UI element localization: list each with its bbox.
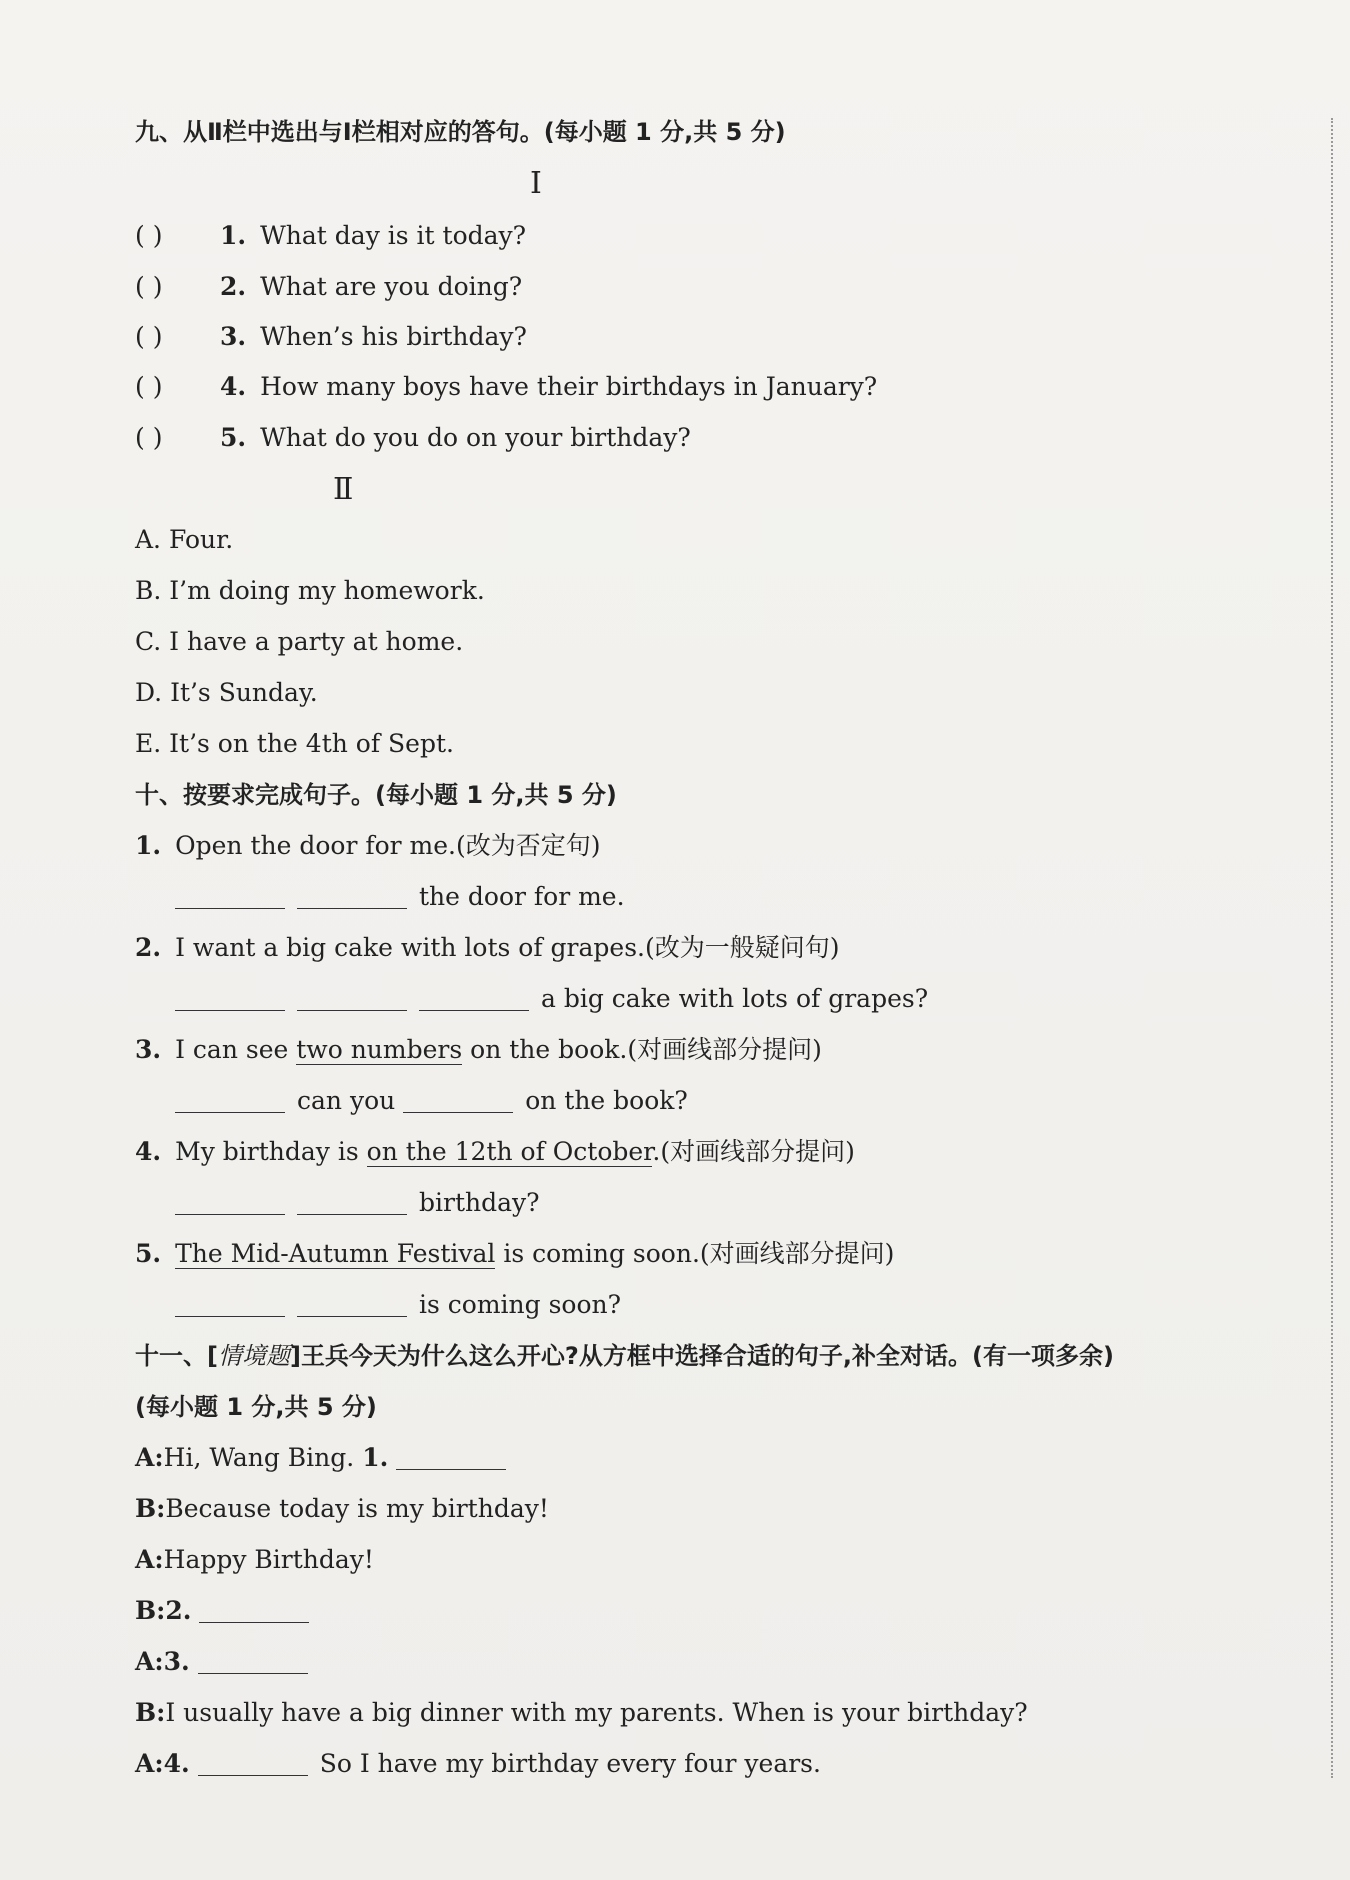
answer-paren[interactable]: ( ) <box>135 372 163 401</box>
answer-paren[interactable]: ( ) <box>135 423 163 452</box>
answer-option: A. Four. <box>135 525 234 554</box>
answer-option: E. It’s on the 4th of Sept. <box>135 729 454 758</box>
rewrite-answer: can you on the book? <box>175 1084 688 1118</box>
underlined-phrase: two numbers <box>296 1035 463 1064</box>
rewrite-prompt: 2. I want a big cake with lots of grapes.(改为一般疑问句) <box>135 933 840 962</box>
answer-option: C. I have a party at home. <box>135 627 464 656</box>
answer-blank[interactable] <box>297 1290 407 1317</box>
answer-blank[interactable] <box>175 882 285 909</box>
question-row: ( ) 3. When’s his birthday? <box>135 320 527 354</box>
rewrite-prompt: 4. My birthday is on the 12th of October.(对画线部分提问) <box>135 1137 855 1166</box>
scenario-tag: 情境题 <box>217 1342 290 1370</box>
rewrite-answer: birthday? <box>175 1186 540 1220</box>
cut-line <box>1331 118 1333 1778</box>
answer-paren[interactable]: ( ) <box>135 322 163 351</box>
section9-title: 九、从Ⅱ栏中选出与Ⅰ栏相对应的答句。(每小题 1 分,共 5 分) <box>135 118 786 146</box>
answer-paren[interactable]: ( ) <box>135 272 163 301</box>
answer-blank[interactable] <box>403 1086 513 1113</box>
answer-blank[interactable] <box>396 1443 506 1470</box>
answer-blank[interactable] <box>419 984 529 1011</box>
column-2-label: Ⅱ <box>333 472 354 507</box>
answer-blank[interactable] <box>175 1086 285 1113</box>
rewrite-answer: is coming soon? <box>175 1288 621 1322</box>
dialog-line: A:Happy Birthday! <box>135 1545 374 1574</box>
rewrite-prompt: 1. Open the door for me.(改为否定句) <box>135 831 601 860</box>
answer-option: D. It’s Sunday. <box>135 678 318 707</box>
dialog-line: B:I usually have a big dinner with my parents. When is your birthday? <box>135 1698 1028 1727</box>
section11-title-line2: (每小题 1 分,共 5 分) <box>135 1393 377 1421</box>
dialog-line: B:2. <box>135 1594 321 1628</box>
dialog-line: A:Hi, Wang Bing. 1. <box>135 1441 518 1475</box>
dialog-line: B:Because today is my birthday! <box>135 1494 549 1523</box>
answer-blank[interactable] <box>297 882 407 909</box>
rewrite-answer: the door for me. <box>175 880 625 914</box>
section10-title: 十、按要求完成句子。(每小题 1 分,共 5 分) <box>135 781 617 809</box>
answer-option: B. I’m doing my homework. <box>135 576 485 605</box>
question-row: ( ) 1. What day is it today? <box>135 219 526 253</box>
question-row: ( ) 5. What do you do on your birthday? <box>135 421 691 455</box>
answer-blank[interactable] <box>198 1749 308 1776</box>
answer-blank[interactable] <box>297 1188 407 1215</box>
underlined-phrase: on the 12th of October <box>366 1137 653 1166</box>
section11-title: 十一、[情境题]王兵今天为什么这么开心?从方框中选择合适的句子,补全对话。(有一项多余) <box>135 1342 1114 1370</box>
answer-blank[interactable] <box>297 984 407 1011</box>
question-row: ( ) 4. How many boys have their birthdays in January? <box>135 370 877 404</box>
answer-blank[interactable] <box>175 1188 285 1215</box>
rewrite-answer: a big cake with lots of grapes? <box>175 982 928 1016</box>
dialog-line: A:4. So I have my birthday every four years. <box>135 1749 821 1778</box>
question-row: ( ) 2. What are you doing? <box>135 270 522 304</box>
rewrite-prompt: 5. The Mid-Autumn Festival is coming soon.(对画线部分提问) <box>135 1239 895 1268</box>
answer-blank[interactable] <box>175 1290 285 1317</box>
answer-blank[interactable] <box>175 984 285 1011</box>
answer-paren[interactable]: ( ) <box>135 221 163 250</box>
dialog-line: A:3. <box>135 1645 320 1679</box>
underlined-phrase: The Mid-Autumn Festival <box>175 1239 496 1268</box>
answer-blank[interactable] <box>198 1647 308 1674</box>
column-1-label: Ⅰ <box>530 166 542 201</box>
rewrite-prompt: 3. I can see two numbers on the book.(对画线部分提问) <box>135 1035 822 1064</box>
answer-blank[interactable] <box>199 1596 309 1623</box>
